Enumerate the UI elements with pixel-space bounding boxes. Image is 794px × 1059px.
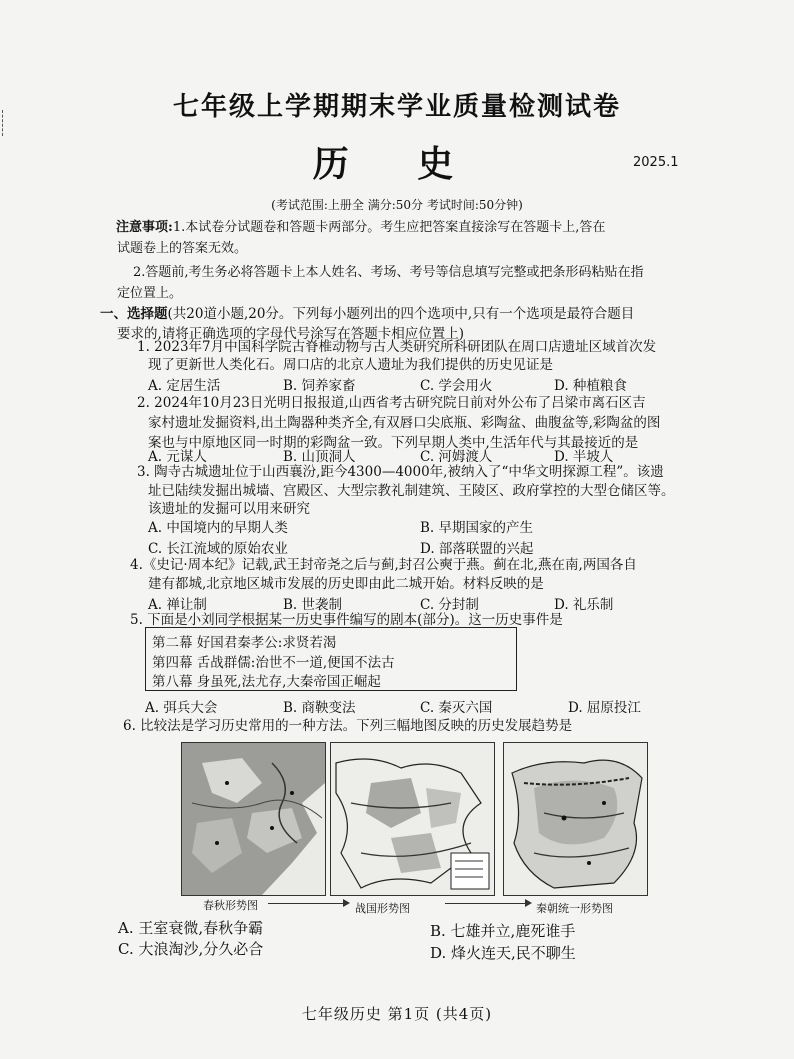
q1-stem-2: 现了更新世人类化石。周口店的北京人遗址为我们提供的历史见证是 <box>148 357 553 373</box>
arrow-1 <box>268 903 348 904</box>
q5-script-box <box>145 627 517 691</box>
q1-option-a: A. 定居生活 <box>148 378 221 394</box>
q3-option-b: B. 早期国家的产生 <box>420 520 534 536</box>
q4-option-c: C. 分封制 <box>420 597 479 613</box>
exam-date: 2025.1 <box>633 155 679 170</box>
qin-unification-map-drawing <box>504 743 647 895</box>
notes-line2b: 定位置上。 <box>117 286 183 301</box>
q3-option-c: C. 长江流域的原始农业 <box>148 541 288 557</box>
q1-option-b: B. 饲养家畜 <box>283 378 356 394</box>
q3-stem-3: 该遗址的发掘可以用来研究 <box>148 501 310 517</box>
map1-caption: 春秋形势图 <box>203 899 258 912</box>
map3-caption: 秦朝统一形势图 <box>536 902 613 915</box>
q6-option-b: B. 七雄并立,鹿死谁手 <box>430 922 576 940</box>
q5-option-b: B. 商鞅变法 <box>283 700 356 716</box>
warring-states-map <box>330 742 495 896</box>
q3-stem-1: 3. 陶寺古城遗址位于山西襄汾,距今4300—4000年,被纳入了“中华文明探源工程”。该遗 <box>137 464 664 480</box>
q4-option-a: A. 禅让制 <box>148 597 207 613</box>
q1-option-d: D. 种植粮食 <box>554 378 627 394</box>
q5-option-c: C. 秦灭六国 <box>420 700 493 716</box>
notes-line1b: 试题卷上的答案无效。 <box>117 241 248 256</box>
section1-line1: 一、选择题(共20道小题,20分。下列每小题列出的四个选项中,只有一个选项是最符合题目 <box>100 306 635 322</box>
spring-autumn-map-drawing <box>182 743 325 895</box>
q2-stem-3: 案也与中原地区同一时期的彩陶盆一致。下列早期人类中,生活年代与其最接近的是 <box>148 435 639 451</box>
q3-option-d: D. 部落联盟的兴起 <box>420 541 534 557</box>
section1-line2: 要求的,请将正确选项的字母代号涂写在答题卡相应位置上) <box>117 326 465 342</box>
q2-option-b: B. 山顶洞人 <box>283 449 356 465</box>
q5-act-4: 第四幕 舌战群儒:治世不一道,便国不法古 <box>152 655 395 671</box>
exam-title: 七年级上学期期末学业质量检测试卷 <box>172 92 621 122</box>
section1-label: 一、选择题 <box>100 306 168 322</box>
subject-title: 历 史 <box>312 143 482 185</box>
q1-stem-1: 1. 2023年7月中国科学院古脊椎动物与古人类研究所科研团队在周口店遗址区域首次发 <box>137 339 657 355</box>
q5-option-a: A. 弭兵大会 <box>145 700 218 716</box>
q3-option-a: A. 中国境内的早期人类 <box>148 520 288 536</box>
qin-unification-map <box>503 742 648 896</box>
q2-stem-2: 家村遗址发掘资料,出土陶器种类齐全,有双唇口尖底瓶、彩陶盆、曲腹盆等,彩陶盆的图 <box>148 415 661 431</box>
q4-option-d: D. 礼乐制 <box>554 597 614 613</box>
q3-stem-2: 址已陆续发掘出城墙、宫殿区、大型宗教礼制建筑、王陵区、政府掌控的大型仓储区等。 <box>148 483 675 499</box>
warring-states-map-drawing <box>331 743 494 895</box>
q4-stem-2: 建有都城,北京地区城市发展的历史即由此二城开始。材料反映的是 <box>148 576 544 592</box>
q6-option-d: D. 烽火连天,民不聊生 <box>430 944 576 962</box>
q2-stem-1: 2. 2024年10月23日光明日报报道,山西省考古研究院日前对外公布了吕梁市离石区吉 <box>137 395 646 411</box>
q5-option-d: D. 屈原投江 <box>568 700 641 716</box>
notes-line2: 2.答题前,考生务必将答题卡上本人姓名、考场、考号等信息填写完整或把条形码粘贴在指 <box>133 265 644 280</box>
arrow-2 <box>445 903 530 904</box>
page-footer: 七年级历史 第1页 (共4页) <box>301 1005 493 1023</box>
q6-option-a: A. 王室衰微,春秋争霸 <box>118 919 264 937</box>
exam-scope: (考试范围:上册全 满分:50分 考试时间:50分钟) <box>271 198 523 212</box>
q5-act-8: 第八幕 身虽死,法尤存,大秦帝国正崛起 <box>152 674 381 690</box>
q4-stem-1: 4.《史记·周本纪》记载,武王封帝尧之后与蓟,封召公奭于燕。蓟在北,燕在南,两国各自 <box>130 557 637 573</box>
notes-label: 注意事项: <box>116 220 173 235</box>
q2-option-d: D. 半坡人 <box>554 449 614 465</box>
q5-act-2: 第二幕 好国君秦孝公:求贤若渴 <box>152 635 337 651</box>
q6-option-c: C. 大浪淘沙,分久必合 <box>118 940 264 958</box>
q1-option-c: C. 学会用火 <box>420 378 493 394</box>
q2-option-c: C. 河姆渡人 <box>420 449 493 465</box>
q5-stem: 5. 下面是小刘同学根据某一历史事件编写的剧本(部分)。这一历史事件是 <box>130 612 563 628</box>
q6-stem: 6. 比较法是学习历史常用的一种方法。下列三幅地图反映的历史发展趋势是 <box>123 718 573 734</box>
map2-caption: 战国形势图 <box>355 902 410 915</box>
q4-option-b: B. 世袭制 <box>283 597 343 613</box>
q2-option-a: A. 元谋人 <box>148 449 207 465</box>
spring-autumn-map <box>181 742 326 896</box>
notes-line1: 注意事项:1.本试卷分试题卷和答题卡两部分。考生应把答案直接涂写在答题卡上,答在 <box>116 220 606 235</box>
